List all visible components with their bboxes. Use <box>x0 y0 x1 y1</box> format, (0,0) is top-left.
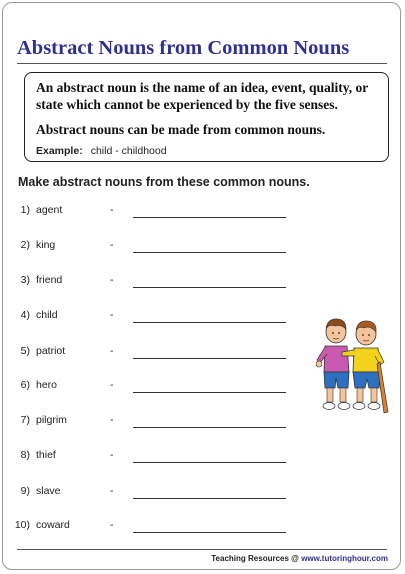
item-dash: - <box>110 519 114 531</box>
exercise-row <box>0 449 330 465</box>
two-boys-friends-icon <box>310 312 390 416</box>
item-number: 5) <box>20 345 30 357</box>
answer-line[interactable] <box>133 462 286 463</box>
exercise-row <box>0 379 330 395</box>
exercise-row <box>0 274 330 290</box>
item-number: 9) <box>20 485 30 497</box>
item-number: 1) <box>20 204 30 216</box>
definition-note: Abstract nouns can be made from common nouns. <box>36 122 326 137</box>
item-noun: hero <box>36 379 58 391</box>
item-number: 3) <box>20 274 30 286</box>
item-noun: patriot <box>36 345 66 357</box>
item-number: 7) <box>20 414 30 426</box>
answer-line[interactable] <box>133 358 286 359</box>
title-divider <box>17 63 387 64</box>
answer-line[interactable] <box>133 322 286 323</box>
answer-line[interactable] <box>133 392 286 393</box>
exercise-row <box>0 309 330 325</box>
exercise-row <box>0 485 330 501</box>
instruction-text: Make abstract nouns from these common nouns. <box>18 175 310 189</box>
footer-prefix: Teaching Resources @ <box>211 554 299 563</box>
definition-box <box>24 72 389 162</box>
answer-line[interactable] <box>133 252 286 253</box>
item-dash: - <box>110 274 114 286</box>
exercise-row <box>0 345 330 361</box>
answer-line[interactable] <box>133 498 286 499</box>
item-dash: - <box>110 449 114 461</box>
example-label: Example: <box>36 145 83 157</box>
example-line <box>36 145 378 157</box>
answer-line[interactable] <box>133 532 286 533</box>
item-noun: thief <box>36 449 56 461</box>
exercise-row <box>0 239 330 255</box>
item-noun: pilgrim <box>36 414 67 426</box>
footer-url-link[interactable]: www.tutoringhour.com <box>301 554 388 563</box>
item-dash: - <box>110 345 114 357</box>
item-number: 8) <box>20 449 30 461</box>
exercise-row <box>0 519 330 535</box>
item-noun: king <box>36 239 56 251</box>
footer-credit <box>211 554 388 563</box>
item-dash: - <box>110 204 114 216</box>
item-number: 10) <box>14 519 30 531</box>
item-noun: friend <box>36 274 63 286</box>
item-noun: coward <box>36 519 70 531</box>
item-dash: - <box>110 309 114 321</box>
item-dash: - <box>110 485 114 497</box>
definition-text: An abstract noun is the name of an idea, event, quality, or state which cannot be experienced by the five senses. <box>36 80 369 112</box>
item-noun: agent <box>36 204 63 216</box>
item-dash: - <box>110 239 114 251</box>
answer-line[interactable] <box>133 287 286 288</box>
exercise-row <box>0 414 330 430</box>
example-text: child - childhood <box>90 145 167 157</box>
item-number: 2) <box>20 239 30 251</box>
item-dash: - <box>110 414 114 426</box>
item-number: 4) <box>20 309 30 321</box>
answer-line[interactable] <box>133 427 286 428</box>
footer-divider <box>17 549 387 550</box>
item-noun: child <box>36 309 58 321</box>
item-number: 6) <box>20 379 30 391</box>
item-noun: slave <box>36 485 61 497</box>
answer-line[interactable] <box>133 217 286 218</box>
exercise-row <box>0 204 330 220</box>
page-title: Abstract Nouns from Common Nouns <box>17 37 350 59</box>
item-dash: - <box>110 379 114 391</box>
